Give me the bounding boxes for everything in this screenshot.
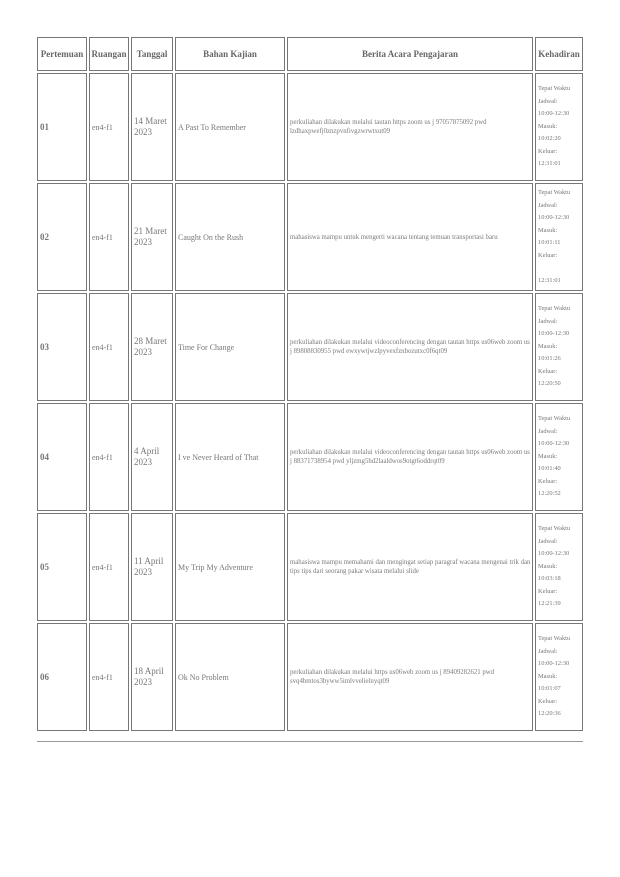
attendance-line: 12:20:36 — [538, 710, 561, 718]
attendance-line: 12:21:39 — [538, 600, 561, 608]
topic-cell: My Trip My Adventure — [175, 513, 285, 621]
attendance-line: 10:00-12:30 — [538, 660, 570, 668]
report-cell: mahasiswa mampu untuk mengerti wacana tentang temuan transportasi baru — [287, 183, 533, 291]
attendance-line: Masuk: — [538, 672, 558, 680]
table-row — [37, 293, 583, 401]
attendance-line: Keluar: — [538, 367, 558, 375]
attendance-line: Jadwal: — [538, 97, 558, 105]
attendance-line: 12:20:50 — [538, 380, 561, 388]
attendance-line: Jadwal: — [538, 647, 558, 655]
attendance-line: Jadwal: — [538, 201, 558, 209]
date-cell: 28 Maret 2023 — [131, 293, 173, 401]
attendance-table — [35, 35, 585, 733]
attendance-cell — [535, 623, 583, 731]
meeting-number: 03 — [37, 293, 87, 401]
report-cell: perkuliahan dilakukan melalui https us06web zoom us j 89409282621 pwd svq4bmtos3byww5imlvvelielnyqt09 — [287, 623, 533, 731]
attendance-line: 10:01:07 — [538, 685, 561, 693]
header-tanggal: Tanggal — [131, 37, 173, 71]
date-cell: 14 Maret 2023 — [131, 73, 173, 181]
table-row — [37, 183, 583, 291]
topic-cell: Caught On the Rush — [175, 183, 285, 291]
attendance-line: 10:01:26 — [538, 355, 561, 363]
room-cell: en4-f1 — [89, 513, 129, 621]
attendance-line: Masuk: — [538, 122, 558, 130]
attendance-line: Tepat Waktu — [538, 85, 571, 93]
table-row — [37, 403, 583, 511]
attendance-line: Keluar: — [538, 251, 558, 259]
room-cell: en4-f1 — [89, 293, 129, 401]
attendance-line: Jadwal: — [538, 317, 558, 325]
attendance-line: Tepat Waktu — [538, 415, 571, 423]
attendance-line — [538, 262, 582, 275]
attendance-table-container — [35, 35, 585, 745]
attendance-line: 12:31:01 — [538, 160, 561, 168]
date-cell: 21 Maret 2023 — [131, 183, 173, 291]
topic-cell: A Past To Remember — [175, 73, 285, 181]
attendance-line: Jadwal: — [538, 427, 558, 435]
page-bottom-rule — [37, 741, 583, 742]
attendance-line: 10:03:18 — [538, 575, 561, 583]
meeting-number: 01 — [37, 73, 87, 181]
attendance-line: Tepat Waktu — [538, 525, 571, 533]
attendance-line: 10:00-12:30 — [538, 550, 570, 558]
attendance-line: 10:02:20 — [538, 135, 561, 143]
attendance-line: Keluar: — [538, 587, 558, 595]
report-cell: mahasiswa mampu memahami dan mengingat setiap paragraf wacana mengenai trik dan tips tips dari seorang pakar wisata melalui slide — [287, 513, 533, 621]
attendance-line: Keluar: — [538, 697, 558, 705]
attendance-line: 10:01:40 — [538, 465, 561, 473]
attendance-line: 10:01:11 — [538, 239, 561, 246]
table-row — [37, 513, 583, 621]
attendance-line: Masuk: — [538, 226, 558, 234]
report-cell: perkuliahan dilakukan melalui videoconferencing dengan tautan https us06web zoom us j 88371738954 pwd yljzmg5hd2laaldwos9otgt6oddrqt09 — [287, 403, 533, 511]
attendance-cell — [535, 293, 583, 401]
meeting-number: 05 — [37, 513, 87, 621]
attendance-line: Masuk: — [538, 452, 558, 460]
room-cell: en4-f1 — [89, 403, 129, 511]
attendance-line: 12:31:01 — [538, 276, 561, 284]
topic-cell: I ve Never Heard of That — [175, 403, 285, 511]
attendance-line: 10:00-12:30 — [538, 110, 570, 118]
table-row — [37, 623, 583, 731]
meeting-number: 02 — [37, 183, 87, 291]
attendance-line: Tepat Waktu — [538, 189, 571, 196]
attendance-line: Masuk: — [538, 342, 558, 350]
attendance-line: Masuk: — [538, 562, 558, 570]
topic-cell: Time For Change — [175, 293, 285, 401]
meeting-number: 04 — [37, 403, 87, 511]
attendance-line: 10:00-12:30 — [538, 440, 570, 448]
attendance-line: Tepat Waktu — [538, 635, 571, 643]
header-ruangan: Ruangan — [89, 37, 129, 71]
header-pertemuan: Pertemuan — [37, 37, 87, 71]
attendance-line: 10:00-12:30 — [538, 330, 570, 338]
attendance-cell — [535, 403, 583, 511]
attendance-line: Tepat Waktu — [538, 305, 571, 313]
room-cell: en4-f1 — [89, 183, 129, 291]
attendance-cell — [535, 513, 583, 621]
meeting-number: 06 — [37, 623, 87, 731]
date-cell: 11 April 2023 — [131, 513, 173, 621]
attendance-line: Jadwal: — [538, 537, 558, 545]
topic-cell: Ok No Problem — [175, 623, 285, 731]
room-cell: en4-f1 — [89, 73, 129, 181]
header-kehadiran: Kehadiran — [535, 37, 583, 71]
date-cell: 18 April 2023 — [131, 623, 173, 731]
room-cell: en4-f1 — [89, 623, 129, 731]
attendance-line: 12:20:52 — [538, 490, 561, 498]
table-row — [37, 73, 583, 181]
attendance-line: Keluar: — [538, 477, 558, 485]
date-cell: 4 April 2023 — [131, 403, 173, 511]
header-berita-acara: Berita Acara Pengajaran — [287, 37, 533, 71]
header-bahan-kajian: Bahan Kajian — [175, 37, 285, 71]
attendance-cell — [535, 183, 583, 291]
report-cell: perkuliahan dilakukan melalui videoconferencing dengan tautan https us06web zoom us j 89808830955 pwd ewxywtjwzlpyvexfznbozutxc0f6qt09 — [287, 293, 533, 401]
attendance-line: 10:00-12:30 — [538, 214, 570, 221]
table-header-row — [37, 37, 583, 71]
report-cell: perkuliahan dilakukan melalui tautan https zoom us j 97057875092 pwd lzdhaxpwefj0znzpvnfivgzwrwtxut09 — [287, 73, 533, 181]
attendance-line: Keluar: — [538, 147, 558, 155]
attendance-cell — [535, 73, 583, 181]
